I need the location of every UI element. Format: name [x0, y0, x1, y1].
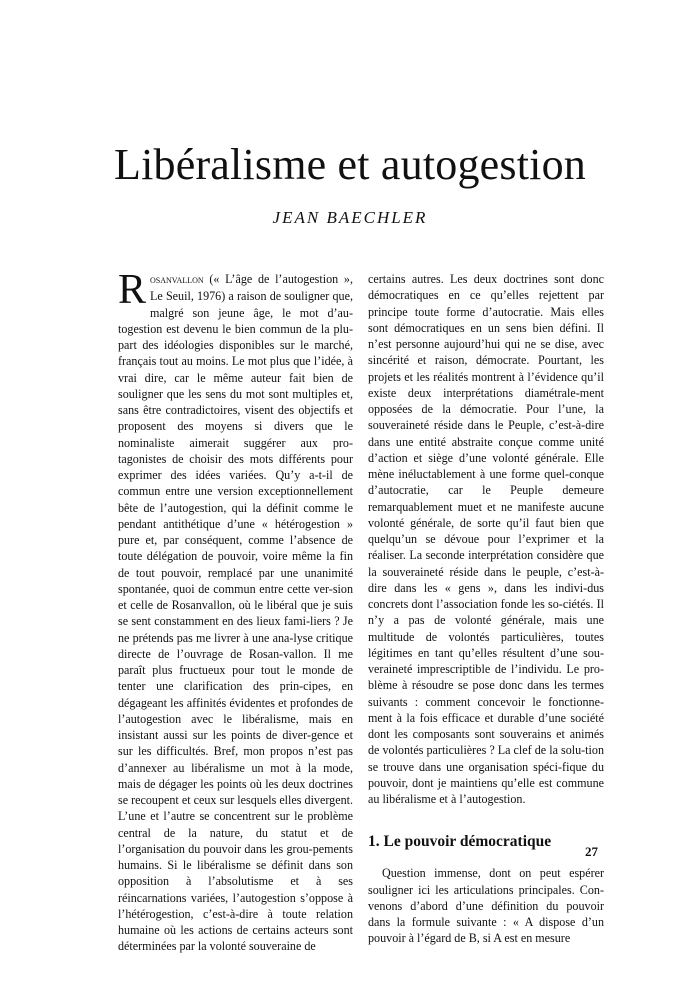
lead-smallcaps: osanvallon: [150, 274, 204, 286]
section-heading: 1. Le pouvoir démocratique: [368, 833, 552, 851]
right-column: [368, 271, 604, 947]
section-paragraph: Question immense, dont on peut espérer souligner ici les articulations principales. Con-venons d’abord d’une définition du pouvoir dans la formule suivante : « A dispose d’un pouvoir à l’égard de B, si A est en mesure: [368, 866, 604, 946]
drop-cap: R: [118, 267, 147, 313]
intro-paragraph-text: (« L’âge de l’autogestion », Le Seuil, 1976) a raison de souligner que, malgré son jeune âge, le mot d’au-togestion est devenu le bien commun de la plu-part des idéologies disponibles sur le marché, français tout au moins. Le mot plus que l’idée, à vrai dire, car le même auteur fait bien de souligner que les sens du mot sont multiples et, sans être contradictoires, visent des objectifs et proposent des moyens si divers que le nominaliste aimerait suggérer aux pro-tagonistes de choisir des mots différents pour exprimer des idées variées. Qu’y a-t-il de commun entre une version exceptionnellement bête de l’autogestion, qui la définit comme le pendant antithétique d’une « hétérogestion » pure et, par conséquent, comme l’absence de toute délégation de pouvoir, voire même la fin de tout pouvoir, remplacé par une unanimité spontanée, quoi de commun entre cette ver-sion et celle de Rosanvallon, où le libéral que je suis se sent constamment en des lieux fami-liers ? Je ne prétends pas me livrer à une ana-lyse critique directe de l’ouvrage de Rosan-vallon. Il me paraît plus fructueux pour tout le monde de tenter une clarification des prin-cipes, en dégageant les affinités évidentes et profondes de l’autogestion avec le libéralisme, mais en insistant aussi sur les points de diver-gence et sur les difficultés. Bref, mon propos n’est pas d’annexer au libéralisme un mot à la mode, mais de dégager les points où les deux doctrines se recoupent et ceux sur lesquels elles divergent. L’une et l’autre se concentrent sur le problème central de la nature, du statut et de l’organisation du pouvoir dans les grou-pements humains. Si le libéralisme se définit dans son opposition à l’absolutisme et à ses réincarnations variées, l’autogestion s’oppose à l’hétérogestion, c’est-à-dire à toute relation humaine où les actions de certains acteurs sont déterminées par la volonté souveraine de: [118, 272, 353, 954]
article-author: JEAN BAECHLER: [272, 208, 428, 227]
article-title: Libéralisme et autogestion: [114, 140, 586, 189]
page-number: 27: [585, 844, 598, 859]
intro-paragraph: [118, 267, 353, 955]
left-column: [118, 267, 353, 955]
continued-paragraph: certains autres. Les deux doctrines sont donc démocratiques en ce qu’elles rejettent par principe toute forme d’autocratie. Mais elles sont démocratiques en un sens bien défini. Il n’est personne aujourd’hui qui ne se dise, avec sincérité et raison, démocrate. Pourtant, les projets et les réalités montrent à l’évidence qu’il existe deux interprétations diamétrale-ment opposées de la démocratie. Pour l’une, la souveraineté réside dans le Peuple, c’est-à-dire dans une entité abstraite conçue comme unité d’action et siège d’une volonté générale. Elle mène inéluctablement à une forme quel-conque d’autocratie, car le Peuple demeure remarquablement muet et ne manifeste aucune volonté générale, de sorte qu’il faut bien que quelqu’un se dévoue pour l’exprimer et la réaliser. La seconde interprétation considère que la souveraineté réside dans le peuple, c’est-à-dire dans les « gens », dans les indivi-dus concrets dont l’association fonde les so-ciétés. Il n’y a pas de volonté générale, mais une multitude de volontés particulières, toutes légitimes en tant qu’elles résultent d’une sou-veraineté imprescriptible de l’individu. Le pro-blème à résoudre se pose donc dans les termes suivants : comment concevoir le fonctionne-ment à la fois efficace et durable d’une société dont les composants sont souverains et animés de volontés particulières ? La clef de la solu-tion se trouve dans une organisation spéci-fique du pouvoir, dont je maintiens qu’elle est commune au libéralisme et à l’autogestion.: [368, 272, 604, 806]
